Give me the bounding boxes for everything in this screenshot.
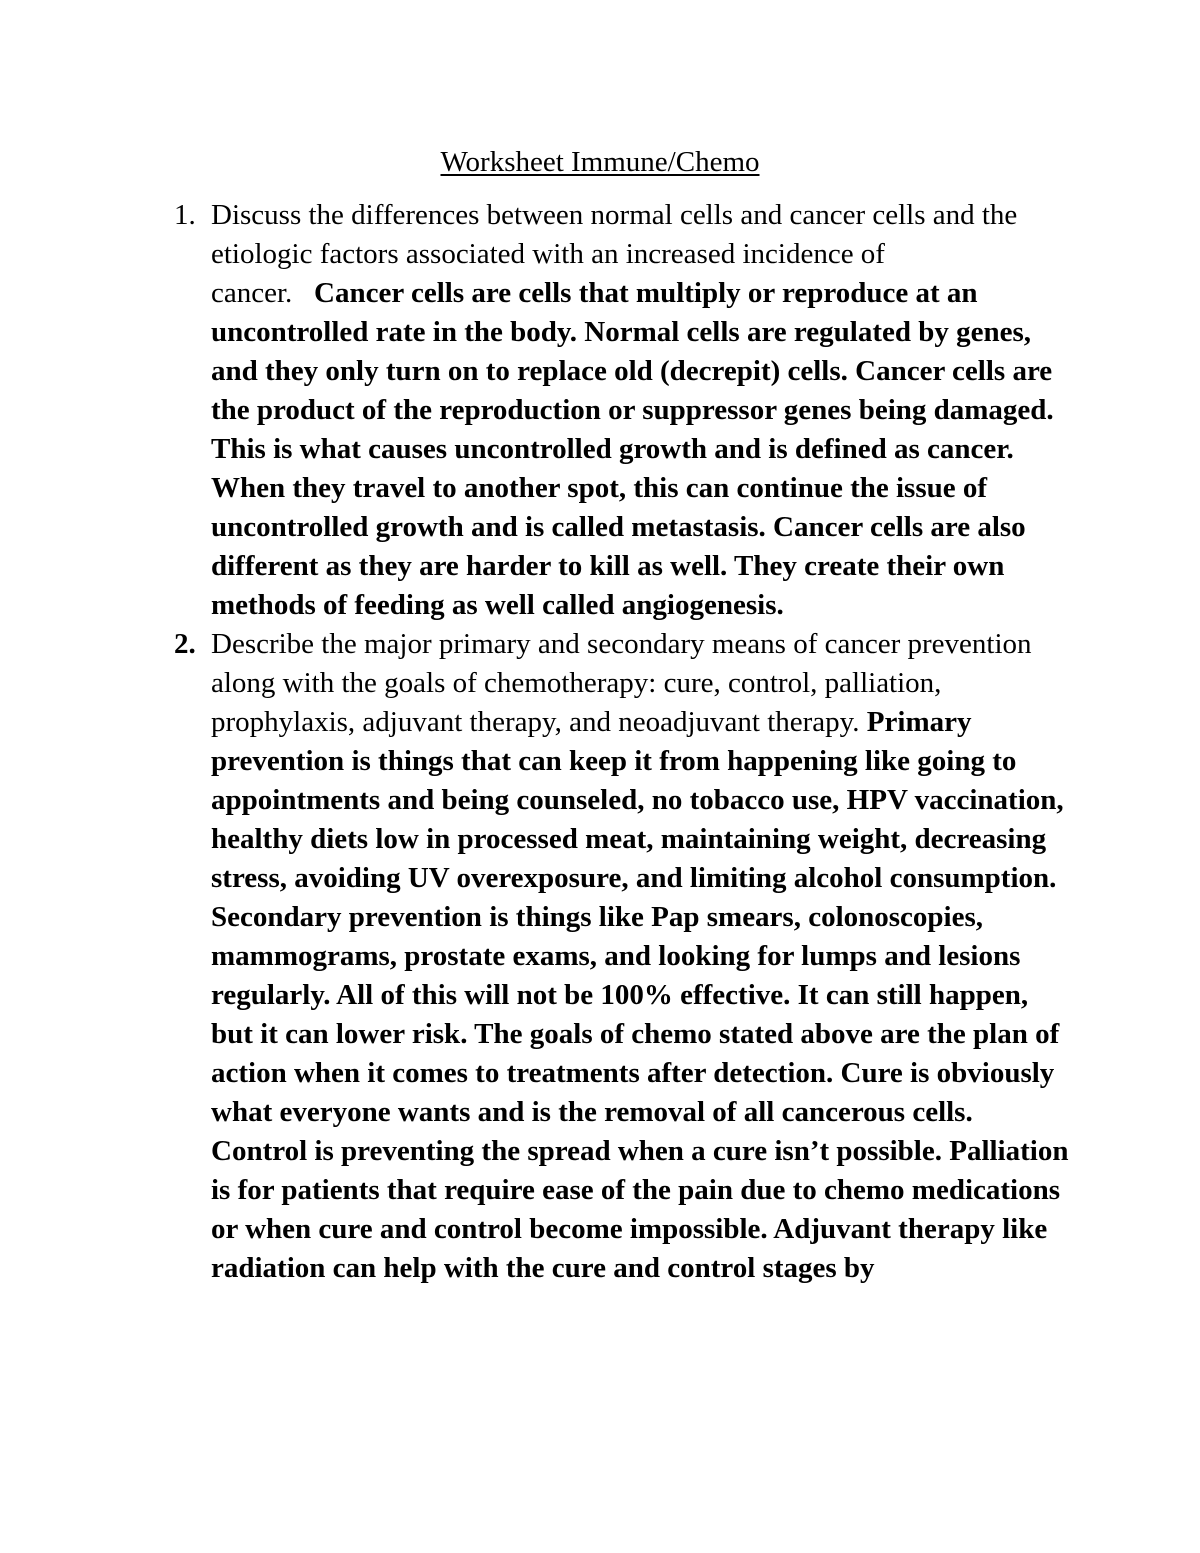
question-item-1 [174,196,1071,625]
document-title-text: Worksheet Immune/Chemo [440,146,760,178]
question-number: 1. [174,199,196,231]
question-prompt: Discuss the differences between normal cells and cancer cells and the etiologic factors associated with an increased incidence of cancer. [211,199,1018,309]
question-list [174,196,1071,1288]
question-answer: Cancer cells are cells that multiply or reproduce at an uncontrolled rate in the body. Normal cells are regulated by genes, and they only turn on to replace old (decrepit) cells. Cancer cells are the product of the reproduction or suppressor genes being damaged. This is what causes uncontrolled growth and is defined as cancer. When they travel to another spot, this can continue the issue of uncontrolled growth and is called metastasis. Cancer cells are also different as they are harder to kill as well. They create their own methods of feeding as well called angiogenesis. [211,277,1054,621]
question-item-2 [174,625,1071,1288]
question-number: 2. [174,628,196,660]
document-title [0,143,1200,181]
question-prompt: Describe the major primary and secondary means of cancer prevention along with the goals of chemotherapy: cure, control, palliation, prophylaxis, adjuvant therapy, and neoadjuvant therapy. [211,628,1032,738]
question-answer: Primary prevention is things that can keep it from happening like going to appointments and being counseled, no tobacco use, HPV vaccination, healthy diets low in processed meat, maintaining weight, decreasing stress, avoiding UV overexposure, and limiting alcohol consumption. Secondary prevention is things like Pap smears, colonoscopies, mammograms, prostate exams, and looking for lumps and lesions regularly. All of this will not be 100% effective. It can still happen, but it can lower risk. The goals of chemo stated above are the plan of action when it comes to treatments after detection. Cure is obviously what everyone wants and is the removal of all cancerous cells. Control is preventing the spread when a cure isn’t possible. Palliation is for patients that require ease of the pain due to chemo medications or when cure and control become impossible. Adjuvant therapy like radiation can help with the cure and control stages by [211,706,1069,1284]
